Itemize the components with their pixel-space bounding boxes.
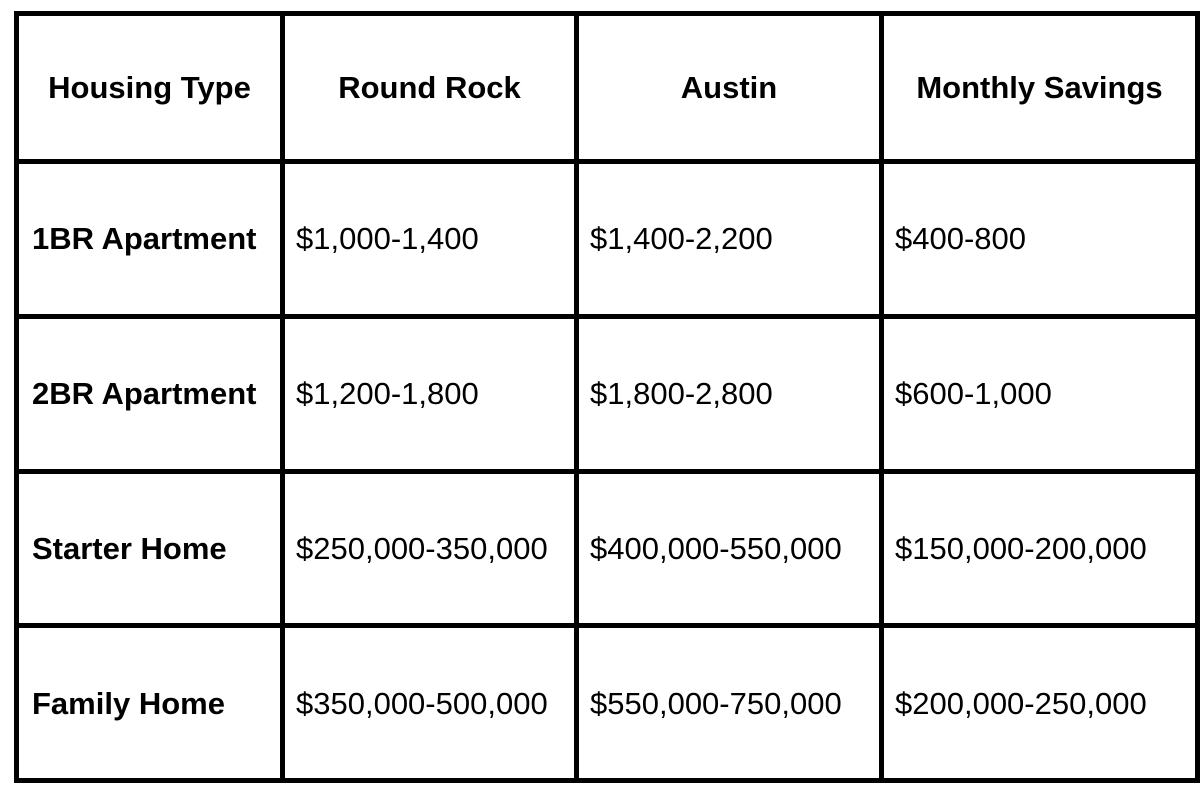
table-row (17, 162, 1198, 317)
austin-cell: $1,400-2,200 (577, 162, 882, 317)
round-rock-cell: $1,000-1,400 (283, 162, 577, 317)
header-monthly-savings: Monthly Savings (882, 14, 1198, 162)
header-austin: Austin (577, 14, 882, 162)
austin-cell: $400,000-550,000 (577, 471, 882, 626)
row-label: Starter Home (17, 471, 283, 626)
austin-cell: $1,800-2,800 (577, 316, 882, 471)
row-label: 1BR Apartment (17, 162, 283, 317)
round-rock-cell: $350,000-500,000 (283, 626, 577, 781)
round-rock-cell: $250,000-350,000 (283, 471, 577, 626)
housing-cost-table (14, 11, 1200, 783)
header-housing-type: Housing Type (17, 14, 283, 162)
savings-cell: $200,000-250,000 (882, 626, 1198, 781)
table-header-row (17, 14, 1198, 162)
savings-cell: $600-1,000 (882, 316, 1198, 471)
savings-cell: $400-800 (882, 162, 1198, 317)
austin-cell: $550,000-750,000 (577, 626, 882, 781)
header-round-rock: Round Rock (283, 14, 577, 162)
table-row (17, 316, 1198, 471)
row-label: 2BR Apartment (17, 316, 283, 471)
table-row (17, 471, 1198, 626)
row-label: Family Home (17, 626, 283, 781)
table-row (17, 626, 1198, 781)
savings-cell: $150,000-200,000 (882, 471, 1198, 626)
round-rock-cell: $1,200-1,800 (283, 316, 577, 471)
